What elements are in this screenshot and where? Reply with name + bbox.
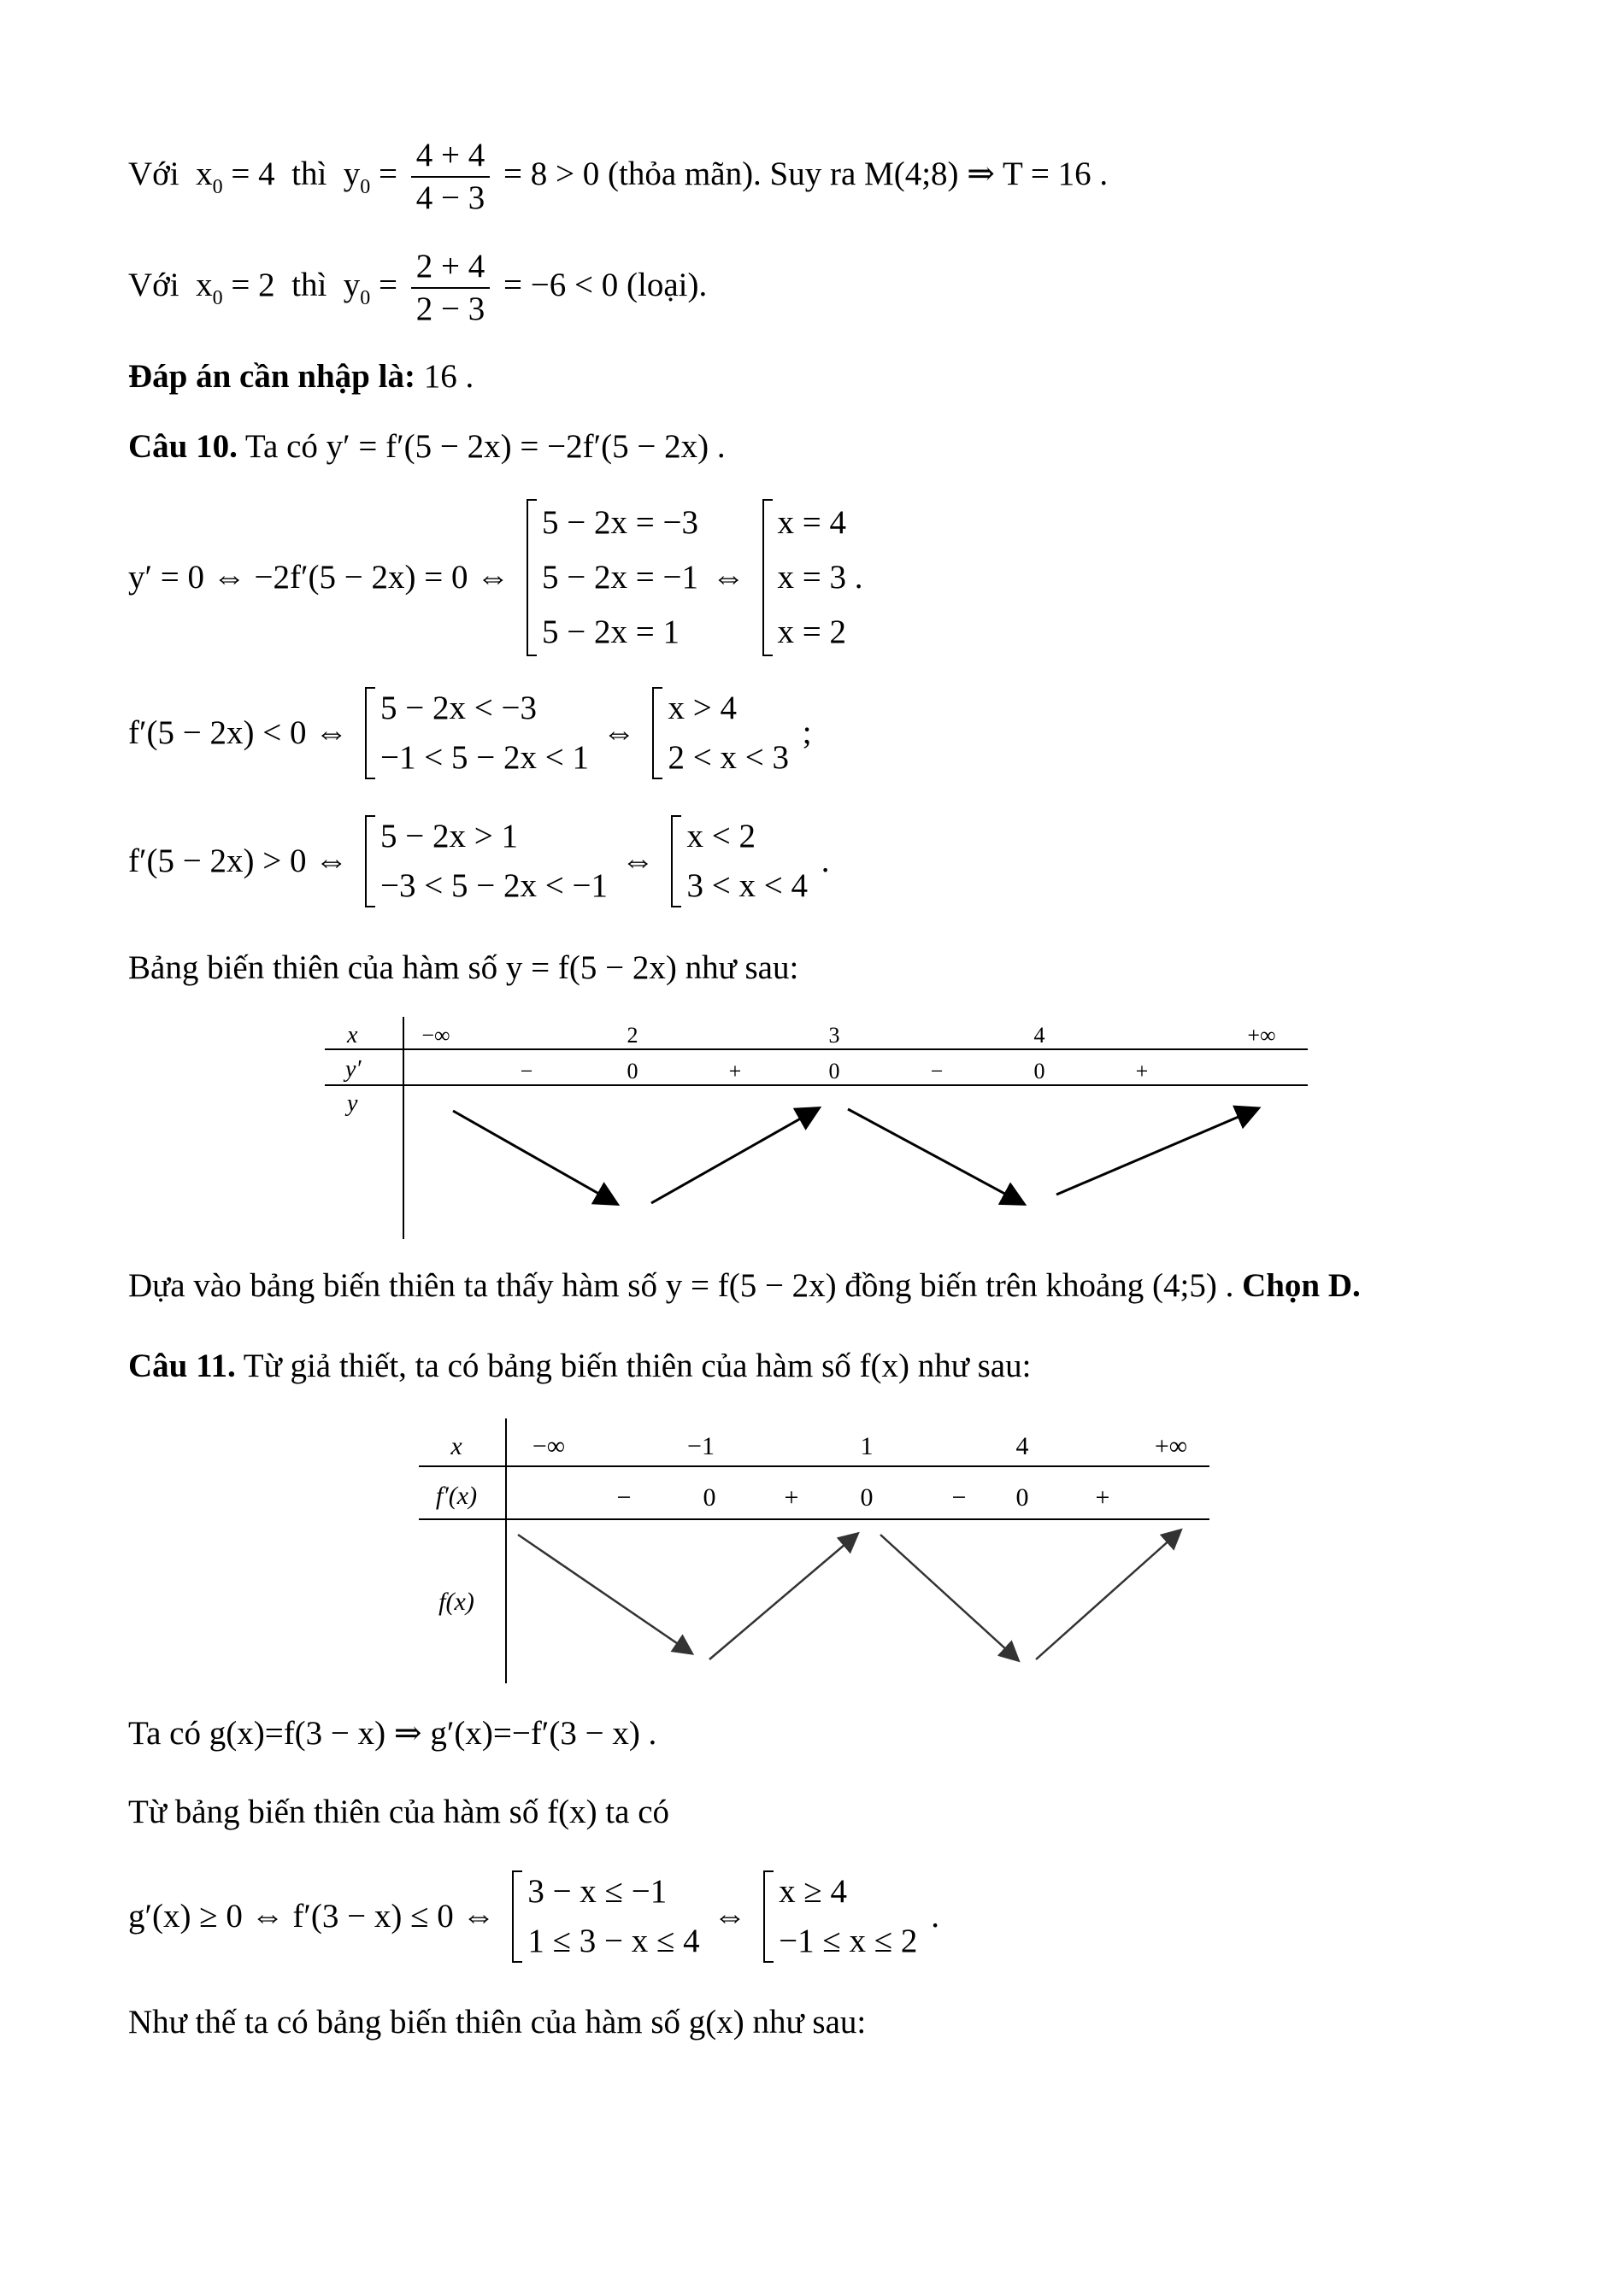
text: Với <box>128 155 179 192</box>
text: Như thế ta có bảng biến thiên của hàm số g(x) như sau: <box>128 2004 867 2041</box>
text: = 8 > 0 (thỏa mãn). Suy ra M(4;8) ⇒ T = 16 . <box>503 155 1109 192</box>
row-label-x: x <box>450 1432 462 1460</box>
var-x0: x <box>196 155 213 192</box>
system-bracket: x < 2 3 < x < 4 <box>668 812 808 911</box>
x-val: +∞ <box>1247 1023 1276 1048</box>
fraction: $\frac{2 + 4}{2 - 3}$ <box>411 248 491 328</box>
x-val: −∞ <box>421 1023 450 1048</box>
text: Ta có g(x)=f(3 − x) ⇒ g′(x)=−f′(3 − x) . <box>128 1715 657 1752</box>
sign: 0 <box>627 1059 638 1083</box>
text: y′ = 0 ⇔ −2f′(5 − 2x) = 0 ⇔ <box>128 559 510 596</box>
var-y0: y <box>343 155 361 192</box>
conclusion-line <box>128 1266 1361 1306</box>
sign: − <box>930 1059 944 1083</box>
text: Ta có y′ = f′(5 − 2x) = −2f′(5 − 2x) . <box>237 428 726 465</box>
system-bracket: 5 − 2x = −3 5 − 2x = −1 5 − 2x = 1 <box>523 496 698 660</box>
system-bracket: 5 − 2x > 1 −3 < 5 − 2x < −1 <box>362 812 608 911</box>
system-bracket: 5 − 2x < −3 −1 < 5 − 2x < 1 <box>362 684 589 783</box>
text: = −6 < 0 (loại). <box>503 266 708 303</box>
row-label-yprime: y′ <box>345 1056 362 1083</box>
answer-choice: Chọn D. <box>1242 1267 1361 1304</box>
x-val: 4 <box>1033 1023 1045 1048</box>
sign: + <box>1135 1059 1149 1083</box>
sign: 0 <box>703 1483 716 1512</box>
arrow-down <box>518 1535 691 1653</box>
text: Với <box>128 266 179 303</box>
x-val: −1 <box>687 1432 715 1460</box>
sign: + <box>728 1059 742 1083</box>
equation-system-1: y′ = 0 ⇔ −2f′(5 − 2x) = 0 ⇔ 5 − 2x = −3 5 − 2x = −1 5 − 2x = 1 ⇔ x = 4 x = 3 . x = 2 <box>128 496 868 660</box>
arrow-down <box>880 1535 1017 1659</box>
line-g-definition <box>128 1714 656 1753</box>
sign: 0 <box>828 1059 840 1083</box>
bold-label: Đáp án cần nhập là: <box>128 358 415 395</box>
inequality-system-3: g′(x) ≥ 0 ⇔ f′(3 − x) ≤ 0 ⇔ 3 − x ≤ −1 1 ≤ 3 − x ≤ 4 ⇔ x ≥ 4 −1 ≤ x ≤ 2 . <box>128 1867 939 1966</box>
text: = <box>379 266 398 303</box>
text: thì <box>291 155 327 192</box>
sign: − <box>951 1483 967 1512</box>
fraction: $\frac{4 + 4}{4 - 3}$ <box>411 137 491 217</box>
text: f′(5 − 2x) > 0 ⇔ <box>128 843 349 879</box>
sign: 0 <box>1033 1059 1045 1083</box>
row-label-fprime: f′(x) <box>435 1482 478 1510</box>
row-label-y: y <box>347 1090 358 1117</box>
system-bracket: x > 4 2 < x < 3 <box>649 684 789 783</box>
text: = <box>379 155 398 192</box>
sign: − <box>616 1483 632 1512</box>
x-val: 1 <box>860 1432 874 1460</box>
inequality-system-2: f′(5 − 2x) > 0 ⇔ 5 − 2x > 1 −3 < 5 − 2x < −1 ⇔ x < 2 3 < x < 4 . <box>128 812 829 911</box>
system-bracket: x = 4 x = 3 . x = 2 <box>759 496 863 660</box>
x-val: 2 <box>627 1023 638 1048</box>
variation-table-2 <box>419 1418 1218 1692</box>
text: Bảng biến thiên của hàm số y = f(5 − 2x) như sau: <box>128 949 799 986</box>
line-from-table <box>128 1793 669 1832</box>
line-1: Với $x_0 = 4$ thì $y_0$ = $\frac{4 + 4}{4 - 3}$ = 8 > 0 (thỏa mãn). Suy ra M(4;8) ⇒ T = 16 . <box>128 137 1109 216</box>
bold-label: Câu 11. <box>128 1348 236 1384</box>
var-y0: y <box>343 266 361 303</box>
arrow-down <box>453 1111 615 1203</box>
row-label-x: x <box>347 1022 358 1048</box>
var-x0: x <box>196 266 213 303</box>
text: = 4 <box>231 155 275 192</box>
answer-line <box>128 357 474 396</box>
table-intro-2 <box>128 2003 866 2042</box>
text: Từ bảng biến thiên của hàm số f(x) ta có <box>128 1794 670 1830</box>
sign: − <box>520 1059 533 1083</box>
arrow-up <box>1056 1109 1256 1195</box>
sign: 0 <box>1015 1483 1029 1512</box>
text: 16 . <box>415 358 474 395</box>
sign: 0 <box>860 1483 874 1512</box>
bold-label: Câu 10. <box>128 428 238 465</box>
arrow-up <box>709 1535 856 1659</box>
sign: + <box>1095 1483 1110 1512</box>
text: thì <box>291 266 327 303</box>
line-2: Với $x_0 = 2$ thì $y_0$ = $\frac{2 + 4}{2 - 3}$ = −6 < 0 (loại). <box>128 248 708 327</box>
text: f′(5 − 2x) < 0 ⇔ <box>128 714 349 751</box>
system-bracket: x ≥ 4 −1 ≤ x ≤ 2 <box>760 1867 917 1966</box>
arrow-up <box>1036 1531 1180 1659</box>
text: g′(x) ≥ 0 ⇔ f′(3 − x) ≤ 0 ⇔ <box>128 1898 496 1935</box>
x-val: −∞ <box>532 1432 566 1460</box>
arrow-down <box>848 1109 1022 1203</box>
question-10-heading <box>128 427 726 467</box>
x-val: 3 <box>828 1023 840 1048</box>
inequality-system-1: f′(5 − 2x) < 0 ⇔ 5 − 2x < −3 −1 < 5 − 2x < 1 ⇔ x > 4 2 < x < 3 ; <box>128 684 812 783</box>
question-11-heading <box>128 1347 1031 1386</box>
table-intro-1 <box>128 948 798 988</box>
x-val: 4 <box>1015 1432 1029 1460</box>
text: Từ giả thiết, ta có bảng biến thiên của hàm số f(x) như sau: <box>235 1348 1032 1384</box>
row-label-f: f(x) <box>438 1588 474 1616</box>
x-val: +∞ <box>1154 1432 1188 1460</box>
variation-table-1 <box>325 1017 1316 1248</box>
text: = 2 <box>231 266 275 303</box>
system-bracket: 3 − x ≤ −1 1 ≤ 3 − x ≤ 4 <box>509 1867 699 1966</box>
sign: + <box>784 1483 799 1512</box>
text: Dựa vào bảng biến thiên ta thấy hàm số y = f(5 − 2x) đồng biến trên khoảng (4;5) . <box>128 1267 1243 1304</box>
arrow-up <box>651 1109 817 1203</box>
